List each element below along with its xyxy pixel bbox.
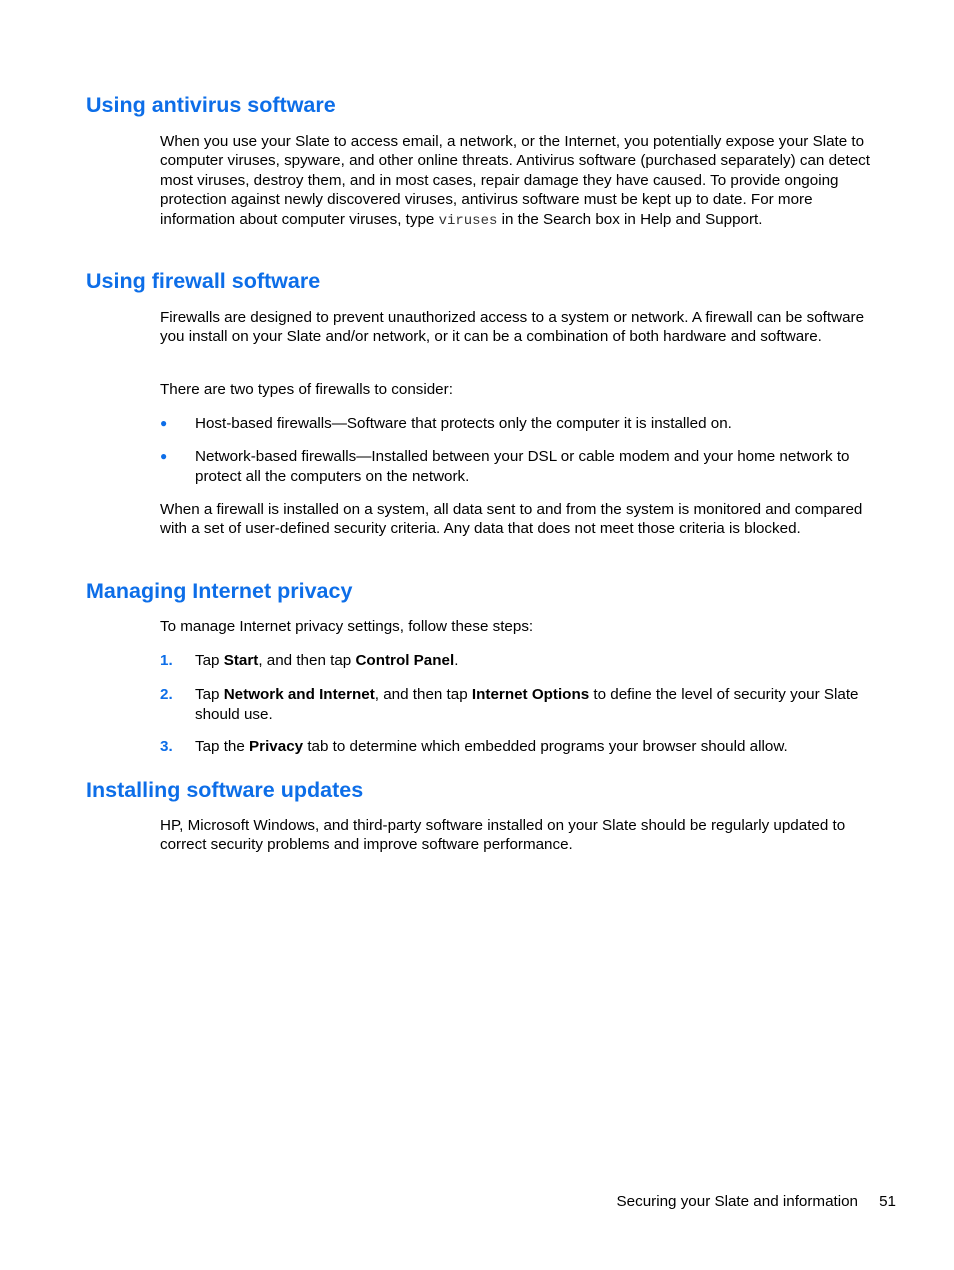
heading-firewall: Using firewall software <box>86 269 321 293</box>
firewall-paragraph-1: Firewalls are designed to prevent unauthorized access to a system or network. A firewall can be software you install on your Slate and/or network, or it can be a combination of both hardware and software. <box>160 309 865 346</box>
ui-term-start: Start <box>223 652 259 669</box>
firewall-bullet-text: Network-based firewalls—Installed between your DSL or cable modem and your home network to protect all the computers on the network. <box>195 448 850 485</box>
firewall-paragraph-2: There are two types of firewalls to consider: <box>160 381 453 398</box>
step-text: Tap Start, and then tap Control Panel. <box>195 652 459 669</box>
ui-term-network-and-internet: Network and Internet <box>223 686 375 703</box>
ui-term-control-panel: Control Panel <box>355 652 455 669</box>
step-number: 3. <box>160 738 173 755</box>
bullet-dot-icon: ● <box>160 416 168 430</box>
bullet-dot-icon: ● <box>160 449 168 463</box>
heading-antivirus: Using antivirus software <box>86 93 336 117</box>
step-text: Tap the Privacy tab to determine which embedded programs your browser should allow. <box>195 738 788 755</box>
page-number: 51 <box>879 1193 896 1210</box>
ui-term-privacy: Privacy <box>249 738 304 755</box>
antivirus-text-post: in the Search box in Help and Support. <box>497 210 763 228</box>
step-number: 1. <box>160 652 173 669</box>
privacy-intro: To manage Internet privacy settings, follow these steps: <box>160 618 534 635</box>
heading-updates: Installing software updates <box>86 778 364 802</box>
updates-paragraph: HP, Microsoft Windows, and third-party software installed on your Slate should be regularly updated to correct security problems and improve software performance. <box>160 817 846 854</box>
ui-term-internet-options: Internet Options <box>471 686 590 703</box>
heading-privacy: Managing Internet privacy <box>86 579 353 603</box>
firewall-bullet-text: Host-based firewalls—Software that protects only the computer it is installed on. <box>195 415 732 432</box>
antivirus-text-pre: When you use your Slate to access email, a network, or the Internet, you potentially expose your Slate to computer viruses, spyware, and other online threats. Antivirus software (purchased separately) can detect most viruses, destroy them, and in most cases, repair damage they have caused. To provide ongoing protection against newly discovered viruses, antivirus software must be kept up to date. For more information about computer viruses, type <box>160 133 870 228</box>
antivirus-paragraph <box>160 132 876 231</box>
step-text: Tap Network and Internet, and then tap Internet Options to define the level of security your Slate should use. <box>195 686 859 723</box>
step-number: 2. <box>160 686 173 703</box>
footer-chapter-title: Securing your Slate and information <box>616 1193 858 1210</box>
antivirus-code-term: viruses <box>438 212 498 229</box>
firewall-paragraph-3: When a firewall is installed on a system, all data sent to and from the system is monitored and compared with a set of user-defined security criteria. Any data that does not meet those criteria is blocked. <box>160 501 863 538</box>
